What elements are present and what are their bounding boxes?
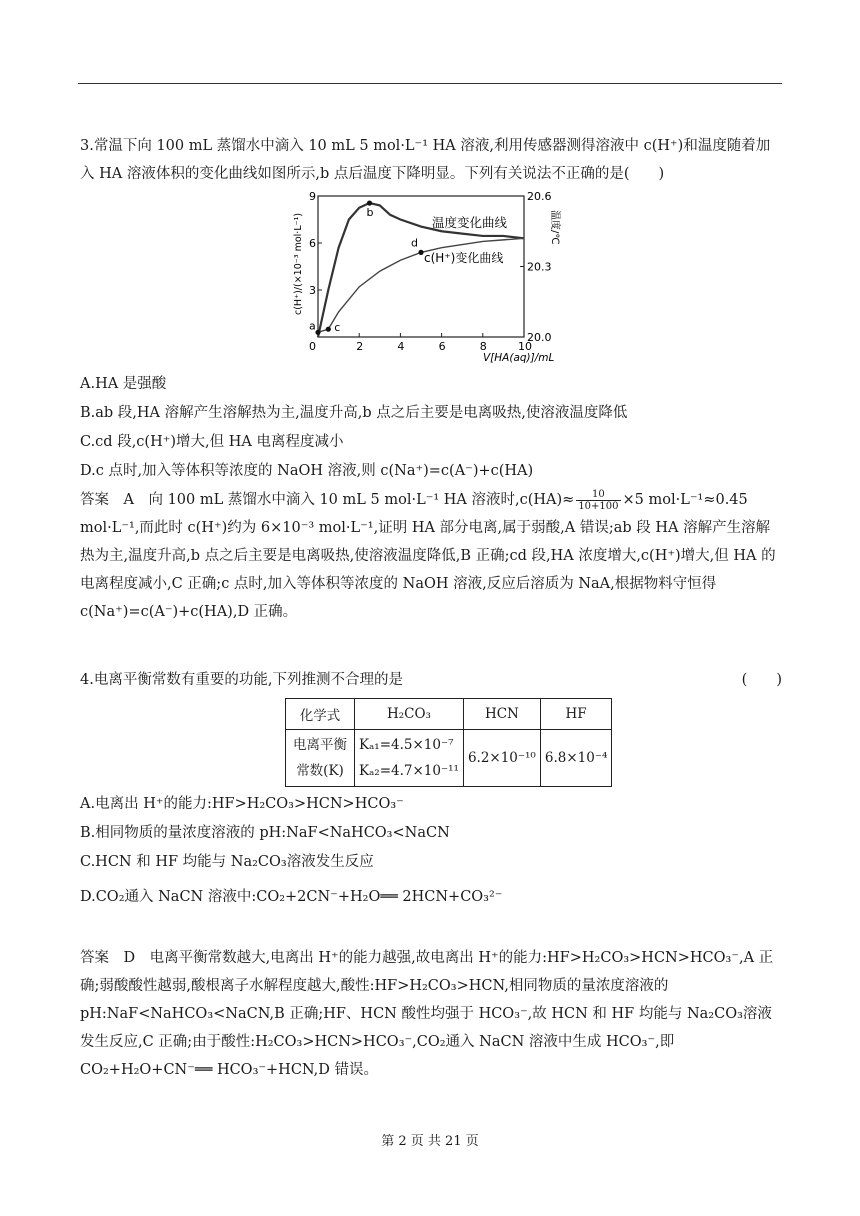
table-header-h2co3: H₂CO₃ (355, 699, 464, 730)
header-rule (78, 83, 782, 84)
q3-option-c: C.cd 段,c(H⁺)增大,但 HA 电离程度减小 (80, 434, 344, 450)
q4-option-b: B.相同物质的量浓度溶液的 pH:NaF<NaHCO₃<NaCN (80, 825, 450, 841)
q4-option-c: C.HCN 和 HF 均能与 Na₂CO₃溶液发生反应 (80, 854, 374, 870)
page-number: 第 2 页 共 21 页 (381, 1134, 479, 1149)
table-header-hcn: HCN (463, 699, 540, 730)
y-right-tick-label: 20.0 (527, 331, 552, 344)
q3-stem: 3.常温下向 100 mL 蒸馏水中滴入 10 mL 5 mol·L⁻¹ HA 溶液,利用传感器测得溶液中 c(H⁺)和温度随着加入 HA 溶液体积的变化曲线如图所示,b 点后温度下降明显。下列有关说法不正确的是( ) (80, 138, 771, 182)
table-header-formula: 化学式 (286, 699, 355, 730)
y-left-tick-label: 3 (309, 284, 316, 297)
ionization-constant-table (285, 698, 612, 787)
table-cell-h2co3 (355, 730, 464, 787)
x-tick-label: 10 (518, 340, 532, 353)
q3-answer-part1: 答案 A 向 100 mL 蒸馏水中滴入 10 mL 5 mol·L⁻¹ HA 溶液时,c(HA)≈ (80, 492, 575, 508)
q3-option-b: B.ab 段,HA 溶解产生溶解热为主,温度升高,b 点之后主要是电离吸热,使溶液温度降低 (80, 405, 628, 421)
x-tick-label: 2 (356, 340, 364, 353)
q3-answer-part2: ×5 mol·L⁻¹≈0.45 mol·L⁻¹,而此时 c(H⁺)约为 6×10⁻³ mol·L⁻¹,证明 HA 部分电离,属于弱酸,A 错误;ab 段 HA 溶解产生溶解热为主,温度升高,b 点之后主要是电离吸热,使溶液温度降低,B 正确;cd 段,HA 浓度增大,c(H⁺)增大,但 HA 的电离程度减小,C 正确;c 点时,加入等体积等浓度的 NaOH 溶液,反应后溶质为 NaA,根据物料守恒得 c(Na⁺)=c(A⁻)+c(HA),D 正确。 (80, 492, 776, 620)
ka1-value: Kₐ₁=4.5×10⁻⁷ (359, 737, 454, 753)
point-a (315, 330, 320, 335)
q4-stem-line (80, 668, 782, 689)
point-b (367, 200, 372, 205)
y-right-tick-label: 20.6 (527, 190, 552, 203)
point-label-d: d (411, 236, 418, 250)
y-left-tick-label: 9 (309, 190, 316, 203)
point-c (326, 327, 331, 332)
q4-stem: 4.电离平衡常数有重要的功能,下列推测不合理的是 (80, 672, 403, 688)
table-header-hf: HF (540, 699, 612, 730)
x-tick-label: 0 (309, 340, 316, 353)
x-axis-label: V[HA(aq)]/mL (483, 352, 555, 364)
q4-option-d: D.CO₂通入 NaCN 溶液中:CO₂+2CN⁻+H₂O══ 2HCN+CO₃²⁻ (80, 889, 503, 905)
x-tick-label: 6 (438, 340, 446, 353)
x-tick-label: 4 (397, 340, 405, 353)
x-tick-label: 8 (479, 340, 487, 353)
table-row-label: 电离平衡常数(K) (286, 730, 355, 787)
q3-chart (288, 190, 588, 365)
q3-answer (80, 486, 782, 626)
q3-answer-fraction: $\frac{10}{10+100}$ (578, 488, 619, 512)
ka2-value: Kₐ₂=4.7×10⁻¹¹ (359, 763, 459, 779)
table-cell-hf: 6.8×10⁻⁴ (540, 730, 612, 787)
point-label-c: c (334, 321, 341, 335)
h-curve-label: c(H⁺)变化曲线 (424, 251, 504, 265)
table-cell-hcn: 6.2×10⁻¹⁰ (463, 730, 540, 787)
y-left-axis-label: c(H⁺)/(×10⁻³ mol·L⁻¹) (293, 212, 304, 315)
temp-curve-label: 温度变化曲线 (432, 215, 508, 230)
q3-option-a: A.HA 是强酸 (80, 376, 167, 392)
point-label-b: b (366, 206, 374, 220)
y-right-tick-label: 20.3 (527, 260, 552, 274)
q4-answer-paren: ( ) (741, 672, 782, 688)
point-label-a: a (309, 319, 316, 333)
y-left-tick-label: 6 (309, 237, 316, 250)
q3-option-d: D.c 点时,加入等体积等浓度的 NaOH 溶液,则 c(Na⁺)=c(A⁻)+c(HA) (80, 463, 534, 479)
q4-answer: 答案 D 电离平衡常数越大,电离出 H⁺的能力越强,故电离出 H⁺的能力:HF>H₂CO₃>HCN>HCO₃⁻,A 正确;弱酸酸性越弱,酸根离子水解程度越大,酸性:HF>H₂CO₃>HCN,相同物质的量浓度溶液的 pH:NaF<NaHCO₃<NaCN,B 正确;HF、HCN 酸性均强于 HCO₃⁻,故 HCN 和 HF 均能与 Na₂CO₃溶液发生反应,C 正确;由于酸性:H₂CO₃>HCN>HCO₃⁻,CO₂通入 NaCN 溶液中生成 HCO₃⁻,即 CO₂+H₂O+CN⁻══ HCO₃⁻+HCN,D 错误。 (80, 950, 774, 1078)
point-d (418, 250, 423, 255)
y-right-axis-label: 温度/℃ (549, 210, 560, 245)
q4-option-a: A.电离出 H⁺的能力:HF>H₂CO₃>HCN>HCO₃⁻ (80, 796, 404, 812)
